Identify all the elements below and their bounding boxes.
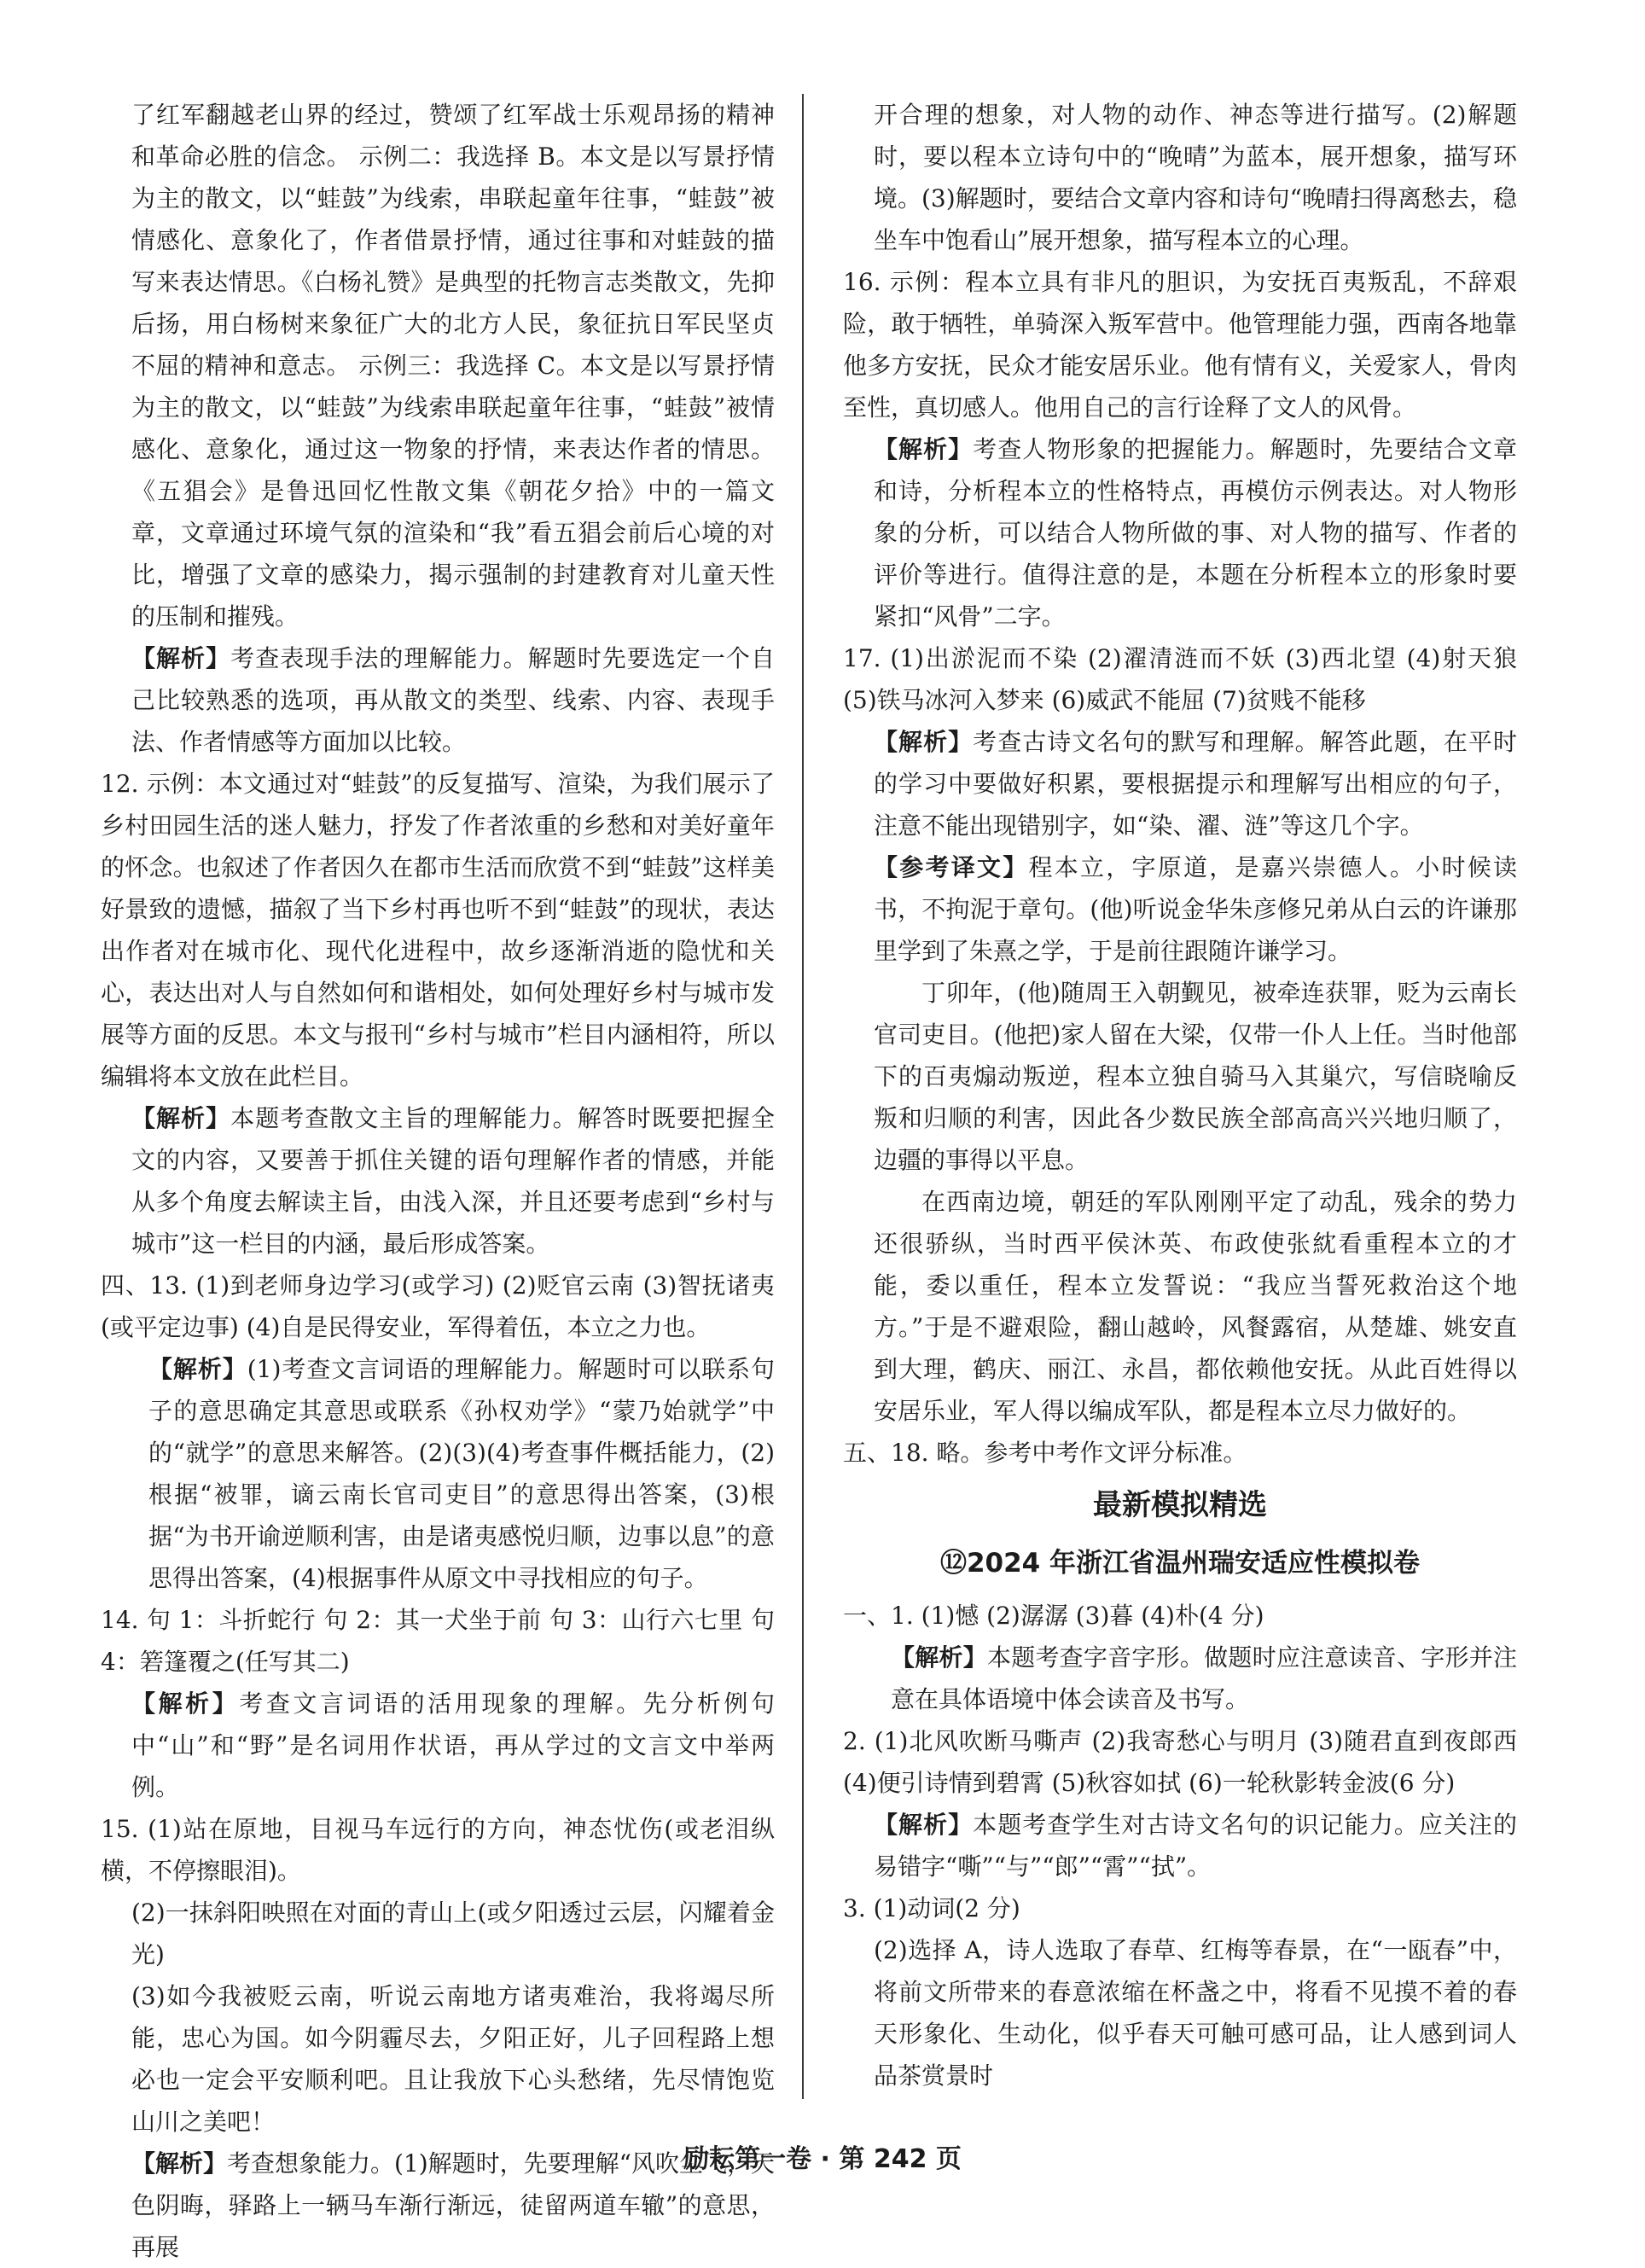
analysis-tag: 【解析】 xyxy=(131,644,231,672)
answer-paragraph: 五、18. 略。参考中考作文评分标准。 xyxy=(843,1439,1247,1467)
analysis-text: 考查想象能力。(1)解题时，先要理解“风吹尘飞，天色阴晦，驿路上一辆马车渐行渐远，徒留两道车辙”的意思，再展 xyxy=(131,2149,775,2261)
answer-paragraph: 一、1. (1)憾 (2)潺潺 (3)暮 (4)朴(4 分) xyxy=(843,1602,1264,1630)
analysis-tag: 【解析】 xyxy=(131,1689,240,1718)
answer-paragraph: 16. 示例：程本立具有非凡的胆识，为安抚百夷叛乱，不辞艰险，敢于牺牲，单骑深入叛军营中。他管理能力强，西南各地靠他多方安抚，民众才能安居乐业。他有情有义，关爱家人，骨肉至性，真切感人。他用自己的言行诠释了文人的风骨。 xyxy=(843,268,1517,422)
analysis-text: 本题考查学生对古诗文名句的识记能力。应关注的易错字“嘶”“与”“郎”“霄”“拭”。 xyxy=(874,1811,1517,1881)
analysis-tag: 【解析】 xyxy=(131,1104,231,1132)
answer-paragraph: 了红军翻越老山界的经过，赞颂了红军战士乐观昂扬的精神和革命必胜的信念。 示例二：我选择 B。本文是以写景抒情为主的散文，以“蛙鼓”为线索，串联起童年往事，“蛙鼓”被情感化、意象化了，作者借景抒情，通过往事和对蛙鼓的描写来表达情思。《白杨礼赞》是典型的托物言志类散文，先抑后扬，用白杨树来象征广大的北方人民，象征抗日军民坚贞不屈的精神和意志。 示例三：我选择 C。本文是以写景抒情为主的散文，以“蛙鼓”为线索串联起童年往事，“蛙鼓”被情感化、意象化，通过这一物象的抒情，来表达作者的情思。《五猖会》是鲁迅回忆性散文集《朝花夕拾》中的一篇文章，文章通过环境气氛的渲染和“我”看五猖会前后心境的对比，增强了文章的感染力，揭示强制的封建教育对儿童天性的压制和摧残。 xyxy=(131,101,775,631)
analysis-tag: 【解析】 xyxy=(874,1811,974,1839)
analysis-tag: 【解析】 xyxy=(874,435,974,463)
analysis-tag: 【解析】 xyxy=(148,1355,247,1383)
right-column xyxy=(843,94,1517,2096)
answer-paragraph: 在西南边境，朝廷的军队刚刚平定了动乱，残余的势力还很骄纵，当时西平侯沐英、布政使张紞看重程本立的才能，委以重任，程本立发誓说：“我应当誓死救治这个地方。”于是不避艰险，翻山越岭，风餐露宿，从楚雄、姚安直到大理，鹤庆、丽江、永昌，都依赖他安抚。从此百姓得以安居乐业，军人得以编成军队，都是程本立尽力做好的。 xyxy=(874,1188,1517,1425)
analysis-paragraph xyxy=(101,1683,775,1808)
analysis-paragraph xyxy=(843,721,1517,846)
analysis-paragraph xyxy=(101,1097,775,1265)
analysis-text: 程本立，字原道，是嘉兴崇德人。小时候读书，不拘泥于章句。(他)听说金华朱彦修兄弟从白云的许谦那里学到了朱熹之学，于是前往跟随许谦学习。 xyxy=(874,853,1517,965)
analysis-paragraph xyxy=(101,637,775,763)
analysis-tag: 【参考译文】 xyxy=(874,853,1029,881)
analysis-paragraph xyxy=(843,428,1517,637)
answer-paragraph: 17. (1)出淤泥而不染 (2)濯清涟而不妖 (3)西北望 (4)射天狼 (5)铁马冰河入梦来 (6)威武不能屈 (7)贫贱不能移 xyxy=(843,644,1517,714)
analysis-tag: 【解析】 xyxy=(131,2149,228,2178)
analysis-paragraph xyxy=(843,1637,1517,1720)
analysis-paragraph xyxy=(101,1348,775,1599)
analysis-tag: 【解析】 xyxy=(891,1643,987,1672)
analysis-text: 考查表现手法的理解能力。解题时先要选定一个自己比较熟悉的选项，再从散文的类型、线索、内容、表现手法、作者情感等方面加以比较。 xyxy=(131,644,775,756)
analysis-paragraph xyxy=(843,1804,1517,1887)
section-heading: 最新模拟精选 xyxy=(1093,1488,1267,1522)
answer-paragraph: 3. (1)动词(2 分) xyxy=(843,1894,1020,1922)
answer-paragraph: 开合理的想象，对人物的动作、神态等进行描写。(2)解题时，要以程本立诗句中的“晚晴”为蓝本，展开想象，描写环境。(3)解题时，要结合文章内容和诗句“晚晴扫得离愁去，稳坐车中饱看山”展开想象，描写程本立的心理。 xyxy=(874,101,1517,254)
analysis-text: 考查文言词语的活用现象的理解。先分析例句中“山”和“野”是名词用作状语，再从学过的文言文中举两例。 xyxy=(131,1689,775,1801)
answer-paragraph: 14. 句 1：斗折蛇行 句 2：其一犬坐于前 句 3：山行六七里 句 4：箬篷覆之(任写其二) xyxy=(101,1606,775,1676)
analysis-text: 考查古诗文名句的默写和理解。解答此题，在平时的学习中要做好积累，要根据提示和理解写出相应的句子，注意不能出现错别字，如“染、濯、涟”等这几个字。 xyxy=(874,728,1517,840)
left-column xyxy=(101,94,775,2268)
answer-paragraph: 丁卯年，(他)随周王入朝觐见，被牵连获罪，贬为云南长官司吏目。(他把)家人留在大梁，仅带一仆人上任。当时他部下的百夷煽动叛逆，程本立独自骑马入其巢穴，写信晓喻反叛和归顺的利害，因此各少数民族全部高高兴兴地归顺了，边疆的事得以平息。 xyxy=(874,979,1517,1174)
analysis-text: 考查人物形象的把握能力。解题时，先要结合文章和诗，分析程本立的性格特点，再模仿示例表达。对人物形象的分析，可以结合人物所做的事、对人物的描写、作者的评价等进行。值得注意的是，本题在分析程本立的形象时要紧扣“风骨”二字。 xyxy=(874,435,1517,631)
answer-paragraph: (3)如今我被贬云南，听说云南地方诸夷难治，我将竭尽所能，忠心为国。如今阴霾尽去，夕阳正好，儿子回程路上想必也一定会平安顺利吧。且让我放下心头愁绪，先尽情饱览山川之美吧！ xyxy=(131,1982,775,2136)
answer-paragraph: (2)一抹斜阳映照在对面的青山上(或夕阳透过云层，闪耀着金光) xyxy=(131,1899,775,1969)
analysis-text: 本题考查字音字形。做题时应注意读音、字形并注意在具体语境中体会读音及书写。 xyxy=(891,1643,1517,1713)
analysis-text: 本题考查散文主旨的理解能力。解答时既要把握全文的内容，又要善于抓住关键的语句理解作者的情感，并能从多个角度去解读主旨，由浅入深，并且还要考虑到“乡村与城市”这一栏目的内涵，最后形成答案。 xyxy=(131,1104,775,1258)
answer-paragraph: (2)选择 A，诗人选取了春草、红梅等春景，在“一瓯春”中，将前文所带来的春意浓缩在杯盏之中，将看不见摸不着的春天形象化、生动化，似乎春天可触可感可品，让人感到词人品茶赏景时 xyxy=(874,1936,1517,2090)
exam-title: ⑫2024 年浙江省温州瑞安适应性模拟卷 xyxy=(939,1548,1421,1579)
answer-paragraph: 15. (1)站在原地，目视马车远行的方向，神态忧伤(或老泪纵横，不停擦眼泪)。 xyxy=(101,1815,775,1885)
analysis-text: (1)考查文言词语的理解能力。解题时可以联系句子的意思确定其意思或联系《孙权劝学》“蒙乃始就学”中的“就学”的意思来解答。(2)(3)(4)考查事件概括能力，(2)根据“被罪，谪云南长官司吏目”的意思得出答案，(3)根据“为书开谕逆顺利害，由是诸夷感悦归顺，边事以息”的意思得出答案，(4)根据事件从原文中寻找相应的句子。 xyxy=(148,1355,775,1592)
answer-paragraph: 2. (1)北风吹断马嘶声 (2)我寄愁心与明月 (3)随君直到夜郎西 (4)便引诗情到碧霄 (5)秋容如拭 (6)一轮秋影转金波(6 分) xyxy=(843,1727,1517,1797)
page-footer: 励耘第一卷 · 第 242 页 xyxy=(683,2144,962,2174)
analysis-tag: 【解析】 xyxy=(874,728,974,756)
analysis-paragraph xyxy=(843,846,1517,972)
column-divider xyxy=(802,94,804,2099)
answer-paragraph: 12. 示例：本文通过对“蛙鼓”的反复描写、渲染，为我们展示了乡村田园生活的迷人魅力，抒发了作者浓重的乡愁和对美好童年的怀念。也叙述了作者因久在都市生活而欣赏不到“蛙鼓”这样美好景致的遗憾，描叙了当下乡村再也听不到“蛙鼓”的现状，表达出作者对在城市化、现代化进程中，故乡逐渐消逝的隐忧和关心，表达出对人与自然如何和谐相处，如何处理好乡村与城市发展等方面的反思。本文与报刊“乡村与城市”栏目内涵相符，所以编辑将本文放在此栏目。 xyxy=(101,770,775,1090)
answer-paragraph: 四、13. (1)到老师身边学习(或学习) (2)贬官云南 (3)智抚诸夷(或平定边事) (4)自是民得安业，军得着伍，本立之力也。 xyxy=(101,1271,775,1341)
